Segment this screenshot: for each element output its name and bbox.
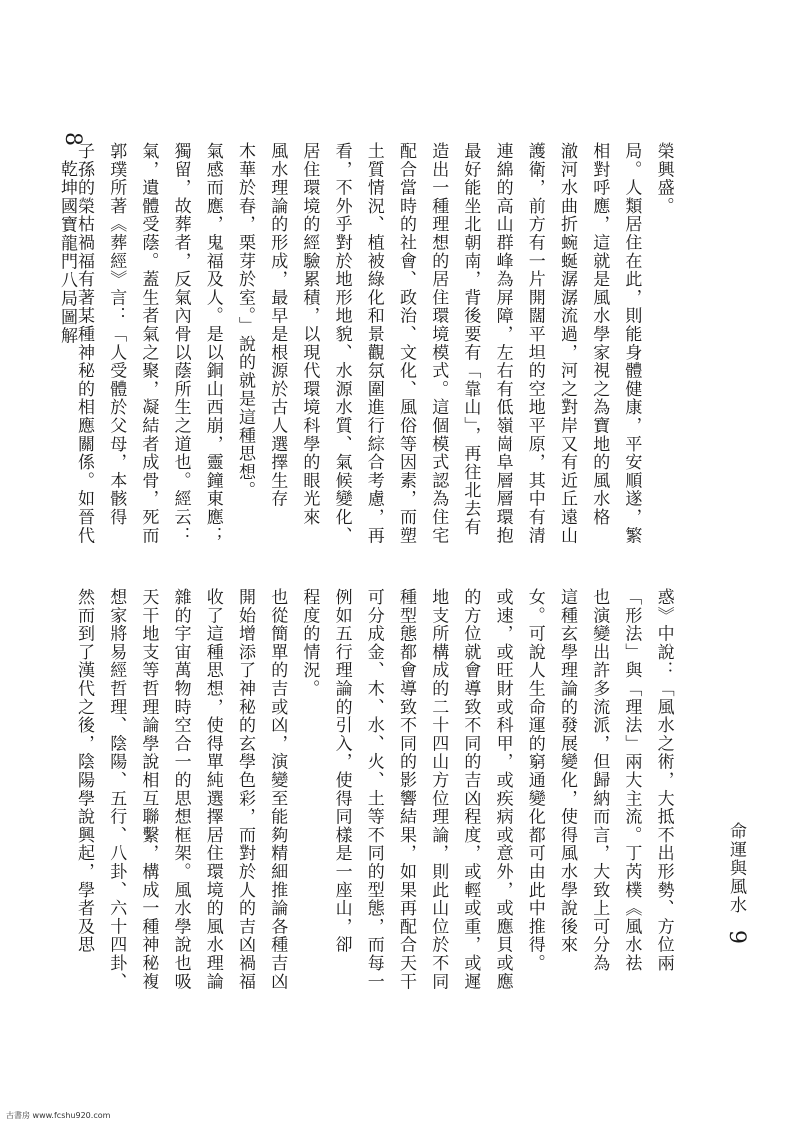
upper-text-line: 木華於春，栗芽於室。」說的就是這種思想。 bbox=[235, 142, 255, 500]
lower-text-line: 也從簡單的吉或凶，演變至能夠精細推論各種吉凶 bbox=[267, 588, 288, 991]
upper-text-line: 氣感而應，鬼福及人。是以銅山西崩，靈鐘東應； bbox=[202, 142, 223, 545]
lower-text-line: 這種玄學理論的發展變化，使得風水學說後來 bbox=[557, 588, 577, 954]
upper-text-line: 最好能坐北朝南，背後要有「靠山」，再往北去有 bbox=[460, 142, 481, 537]
upper-text-line: 風水理論的形成，最早是根源於古人選擇生存 bbox=[267, 142, 288, 508]
lower-text-line: 「形法」與「理法」兩大主流。丁芮樸《風水祛 bbox=[621, 588, 642, 973]
upper-text-line: 造出一種理想的居住環境模式。這個模式認為住宅 bbox=[428, 142, 449, 545]
lower-text-line: 想家將易經哲理、陰陽、五行、八卦、六十四卦、 bbox=[106, 588, 127, 991]
upper-text-line: 澈河水曲折蜿蜒潺潺流過，河之對岸又有近丘遠山 bbox=[557, 142, 577, 545]
lower-text-line: 的方位就會導致不同的吉凶程度，或輕或重，或遲 bbox=[460, 588, 481, 991]
upper-text-line: 配合當時的社會、政治、文化、風俗等因素，而塑 bbox=[396, 142, 416, 545]
lower-text-line: 天干地支等哲理論學說相互聯繫，構成一種神秘複 bbox=[138, 588, 159, 991]
lower-text-line: 惑》中說：「風水之術，大抵不出形勢、方位兩 bbox=[653, 588, 674, 973]
right-header: 命運與風水 bbox=[726, 822, 746, 915]
lower-text-line: 程度的情況。 bbox=[299, 588, 320, 698]
lower-text-line: 然而到了漢代之後，陰陽學說興起，學者及思 bbox=[74, 588, 94, 954]
left-header: 乾坤國寶龍門八局圖解 bbox=[57, 160, 77, 345]
right-page-number: 9 bbox=[724, 930, 749, 944]
upper-text-line: 居住環境的經驗累積，以現代環境科學的眼光來 bbox=[299, 142, 320, 527]
upper-text-line: 相對呼應，這就是風水學家視之為寶地的風水格 bbox=[589, 142, 610, 527]
upper-text-line: 護衛，前方有一片開闊平坦的空地平原，其中有清 bbox=[524, 142, 545, 545]
lower-text-line: 女。可說人生命運的窮通變化都可由此中推得。 bbox=[524, 588, 545, 973]
lower-text-line: 開始增添了神秘的玄學色彩，而對於人的吉凶禍福 bbox=[235, 588, 255, 991]
upper-text-line: 看，不外乎對於地形地貌、水源水質、氣候變化、 bbox=[331, 142, 352, 545]
upper-text-line: 土質情況、植被綠化和景觀氛圍進行綜合考慮，再 bbox=[363, 142, 384, 545]
upper-text-line: 榮興盛。 bbox=[653, 142, 674, 216]
footer-watermark: 古書房 www.fcshu920.com bbox=[6, 1111, 111, 1120]
lower-text-line: 例如五行理論的引入，使得同樣是一座山，卻 bbox=[331, 588, 352, 954]
upper-text-line: 獨留，故葬者，反氣內骨以蔭所生之道也。經云： bbox=[170, 142, 191, 545]
upper-text-line: 郭璞所著《葬經》言：「人受體於父母，本骸得 bbox=[106, 142, 127, 527]
lower-text-line: 地支所構成的二十四山方位理論，則此山位於不同 bbox=[428, 588, 449, 991]
upper-text-line: 子孫的榮枯禍福有著某種神秘的相應關係。如晉代 bbox=[74, 142, 94, 545]
upper-text-line: 連綿的高山群峰為屏障，左右有低嶺崗阜層層環抱 bbox=[492, 142, 513, 545]
lower-text-line: 雜的宇宙萬物時空合一的思想框架。風水學說也吸 bbox=[170, 588, 191, 991]
upper-text-line: 氣，遺體受蔭。蓋生者氣之聚，凝結者成骨，死而 bbox=[138, 142, 159, 545]
lower-text-line: 或速，或旺財或科甲，或疾病或意外，或應貝或應 bbox=[492, 588, 513, 991]
left-page-number: 8 bbox=[60, 132, 85, 146]
lower-text-line: 收了這種思想，使得單純選擇居住環境的風水理論 bbox=[202, 588, 223, 991]
lower-text-line: 可分成金、木、水、火、土等不同的型態，而每一 bbox=[363, 588, 384, 991]
lower-text-line: 種型態都會導致不同的影響結果，如果再配合天干 bbox=[396, 588, 416, 991]
upper-text-line: 局。人類居住在此，則能身體健康，平安順遂，繁 bbox=[621, 142, 642, 545]
lower-text-line: 也演變出許多流派，但歸納而言，大致上可分為 bbox=[589, 588, 610, 973]
